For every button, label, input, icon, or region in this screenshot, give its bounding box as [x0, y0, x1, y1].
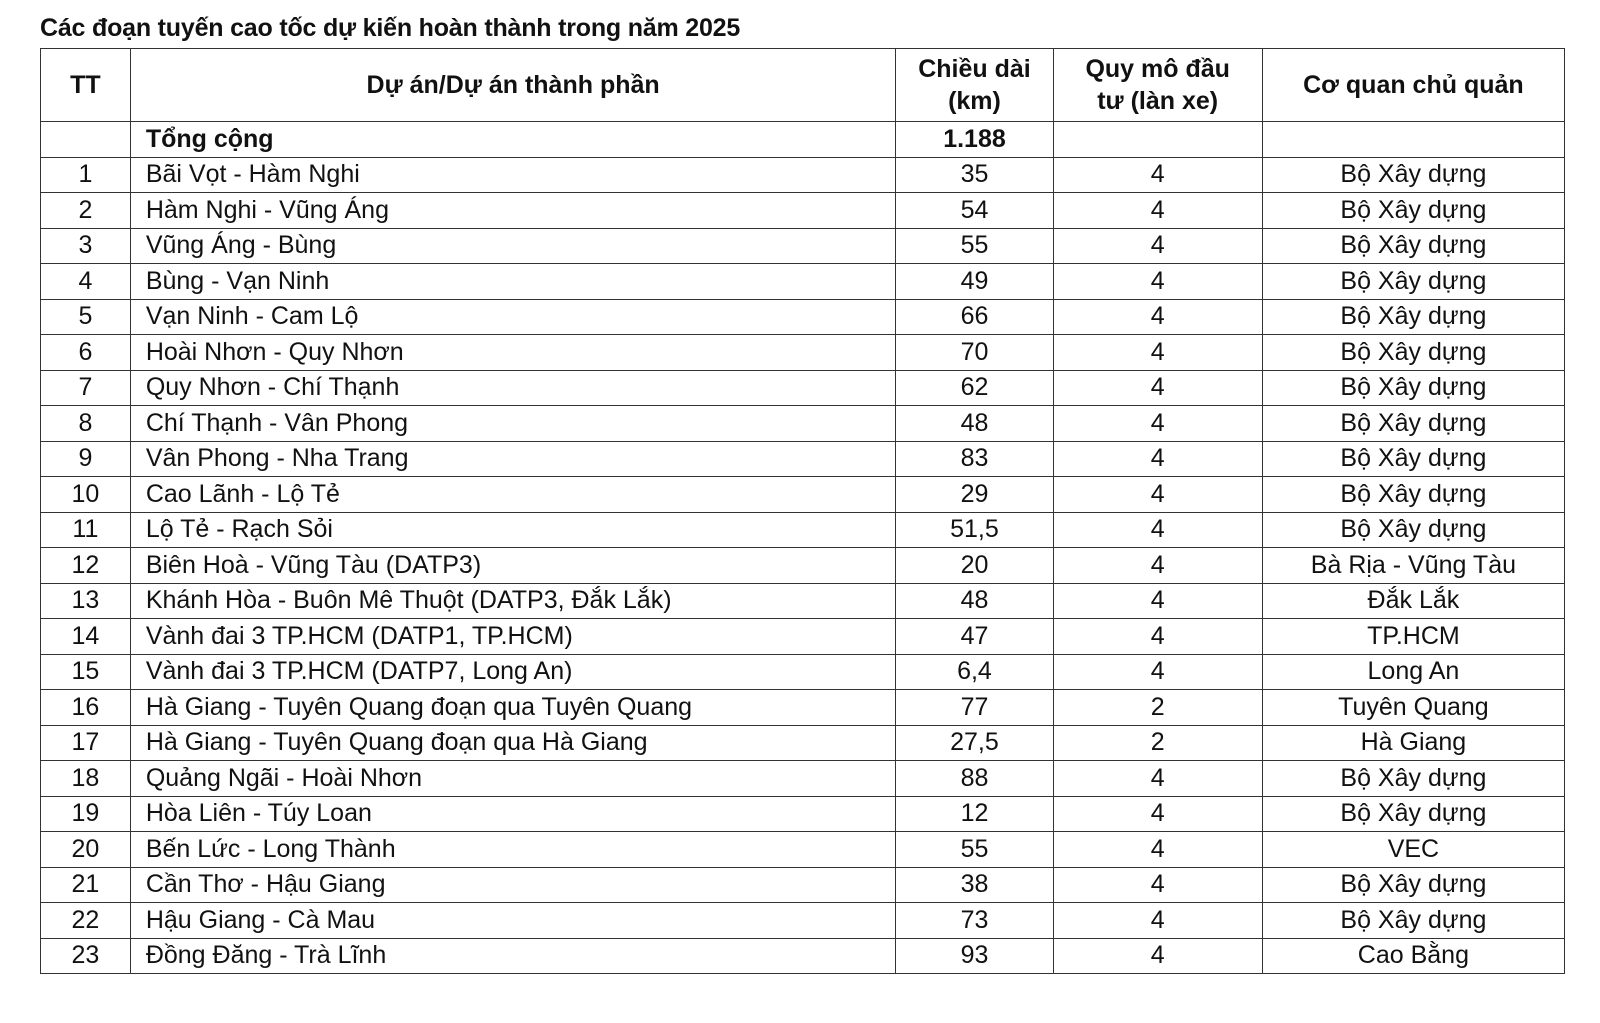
row-tt: 2: [41, 193, 131, 229]
table-row: [41, 335, 1565, 371]
row-length: 62: [896, 370, 1053, 406]
row-project: Hậu Giang - Cà Mau: [130, 903, 896, 939]
row-tt: 10: [41, 477, 131, 513]
row-tt: 12: [41, 548, 131, 584]
row-owner: Bộ Xây dựng: [1262, 157, 1564, 193]
table-row: [41, 370, 1565, 406]
row-tt: 1: [41, 157, 131, 193]
row-length: 93: [896, 938, 1053, 974]
row-lanes: 4: [1053, 406, 1262, 442]
row-length: 35: [896, 157, 1053, 193]
row-owner: Bộ Xây dựng: [1262, 796, 1564, 832]
row-owner: Bộ Xây dựng: [1262, 477, 1564, 513]
row-project: Bùng - Vạn Ninh: [130, 264, 896, 300]
row-tt: 9: [41, 441, 131, 477]
row-tt: 6: [41, 335, 131, 371]
row-project: Quảng Ngãi - Hoài Nhơn: [130, 761, 896, 797]
row-tt: 14: [41, 619, 131, 655]
row-project: Chí Thạnh - Vân Phong: [130, 406, 896, 442]
row-lanes: 4: [1053, 938, 1262, 974]
row-tt: 21: [41, 867, 131, 903]
row-tt: 8: [41, 406, 131, 442]
table-row: [41, 725, 1565, 761]
row-project: Cao Lãnh - Lộ Tẻ: [130, 477, 896, 513]
total-tt-cell: [41, 122, 131, 158]
row-lanes: 4: [1053, 370, 1262, 406]
row-lanes: 4: [1053, 619, 1262, 655]
row-project: Vạn Ninh - Cam Lộ: [130, 299, 896, 335]
row-owner: Đắk Lắk: [1262, 583, 1564, 619]
row-project: Hà Giang - Tuyên Quang đoạn qua Tuyên Quang: [130, 690, 896, 726]
row-owner: Bộ Xây dựng: [1262, 299, 1564, 335]
table-row: [41, 796, 1565, 832]
row-owner: Tuyên Quang: [1262, 690, 1564, 726]
row-lanes: 4: [1053, 477, 1262, 513]
row-owner: Bộ Xây dựng: [1262, 441, 1564, 477]
table-row: [41, 193, 1565, 229]
total-length: 1.188: [896, 122, 1053, 158]
row-tt: 22: [41, 903, 131, 939]
total-owner-cell: [1262, 122, 1564, 158]
table-row: [41, 157, 1565, 193]
row-tt: 15: [41, 654, 131, 690]
row-lanes: 4: [1053, 193, 1262, 229]
row-lanes: 4: [1053, 548, 1262, 584]
header-length-line1: Chiều dài: [918, 54, 1031, 83]
row-owner: VEC: [1262, 832, 1564, 868]
header-length: [896, 49, 1053, 122]
row-length: 27,5: [896, 725, 1053, 761]
row-tt: 5: [41, 299, 131, 335]
table-row: [41, 903, 1565, 939]
table-row: [41, 583, 1565, 619]
row-project: Bãi Vọt - Hàm Nghi: [130, 157, 896, 193]
row-tt: 3: [41, 228, 131, 264]
row-length: 73: [896, 903, 1053, 939]
row-tt: 19: [41, 796, 131, 832]
row-lanes: 4: [1053, 583, 1262, 619]
row-lanes: 4: [1053, 654, 1262, 690]
row-tt: 11: [41, 512, 131, 548]
header-owner: Cơ quan chủ quản: [1262, 49, 1564, 122]
row-length: 88: [896, 761, 1053, 797]
row-owner: Bộ Xây dựng: [1262, 867, 1564, 903]
header-project: Dự án/Dự án thành phần: [130, 49, 896, 122]
row-project: Cần Thơ - Hậu Giang: [130, 867, 896, 903]
table-row: [41, 264, 1565, 300]
row-owner: Bộ Xây dựng: [1262, 903, 1564, 939]
expressway-table: [40, 48, 1565, 974]
row-project: Vũng Áng - Bùng: [130, 228, 896, 264]
row-lanes: 2: [1053, 725, 1262, 761]
row-lanes: 4: [1053, 903, 1262, 939]
row-project: Hòa Liên - Túy Loan: [130, 796, 896, 832]
row-lanes: 4: [1053, 512, 1262, 548]
row-lanes: 4: [1053, 228, 1262, 264]
row-project: Vành đai 3 TP.HCM (DATP1, TP.HCM): [130, 619, 896, 655]
table-row: [41, 512, 1565, 548]
row-project: Bến Lức - Long Thành: [130, 832, 896, 868]
row-owner: Bộ Xây dựng: [1262, 370, 1564, 406]
table-row: [41, 832, 1565, 868]
row-owner: Bộ Xây dựng: [1262, 228, 1564, 264]
table-row: [41, 867, 1565, 903]
table-row: [41, 441, 1565, 477]
row-lanes: 4: [1053, 832, 1262, 868]
row-length: 51,5: [896, 512, 1053, 548]
row-lanes: 2: [1053, 690, 1262, 726]
row-project: Hàm Nghi - Vũng Áng: [130, 193, 896, 229]
row-length: 54: [896, 193, 1053, 229]
row-length: 55: [896, 228, 1053, 264]
table-row: [41, 690, 1565, 726]
row-lanes: 4: [1053, 335, 1262, 371]
row-project: Lộ Tẻ - Rạch Sỏi: [130, 512, 896, 548]
row-tt: 16: [41, 690, 131, 726]
total-label: Tổng cộng: [130, 122, 896, 158]
row-lanes: 4: [1053, 299, 1262, 335]
table-row: [41, 299, 1565, 335]
row-owner: Bộ Xây dựng: [1262, 335, 1564, 371]
row-length: 83: [896, 441, 1053, 477]
header-lanes: [1053, 49, 1262, 122]
row-length: 70: [896, 335, 1053, 371]
header-length-line2: (km): [948, 87, 1001, 115]
page-title: Các đoạn tuyến cao tốc dự kiến hoàn thành trong năm 2025: [40, 14, 741, 42]
row-length: 55: [896, 832, 1053, 868]
row-length: 66: [896, 299, 1053, 335]
row-tt: 7: [41, 370, 131, 406]
row-tt: 13: [41, 583, 131, 619]
row-tt: 20: [41, 832, 131, 868]
row-project: Hoài Nhơn - Quy Nhơn: [130, 335, 896, 371]
table-row: [41, 548, 1565, 584]
row-length: 49: [896, 264, 1053, 300]
row-lanes: 4: [1053, 761, 1262, 797]
row-project: Biên Hoà - Vũng Tàu (DATP3): [130, 548, 896, 584]
row-owner: Hà Giang: [1262, 725, 1564, 761]
row-length: 12: [896, 796, 1053, 832]
row-lanes: 4: [1053, 441, 1262, 477]
row-project: Vân Phong - Nha Trang: [130, 441, 896, 477]
row-project: Vành đai 3 TP.HCM (DATP7, Long An): [130, 654, 896, 690]
row-length: 29: [896, 477, 1053, 513]
table-body: [41, 122, 1565, 974]
row-lanes: 4: [1053, 867, 1262, 903]
row-length: 48: [896, 406, 1053, 442]
row-project: Đồng Đăng - Trà Lĩnh: [130, 938, 896, 974]
total-lanes-cell: [1053, 122, 1262, 158]
header-tt: TT: [41, 49, 131, 122]
row-length: 38: [896, 867, 1053, 903]
row-owner: Bà Rịa - Vũng Tàu: [1262, 548, 1564, 584]
table-row: [41, 761, 1565, 797]
table-row: [41, 619, 1565, 655]
row-length: 47: [896, 619, 1053, 655]
total-row: [41, 122, 1565, 158]
row-owner: Bộ Xây dựng: [1262, 406, 1564, 442]
row-tt: 17: [41, 725, 131, 761]
table-row: [41, 654, 1565, 690]
row-owner: Cao Bằng: [1262, 938, 1564, 974]
row-lanes: 4: [1053, 796, 1262, 832]
table-header-row: [41, 49, 1565, 122]
row-project: Quy Nhơn - Chí Thạnh: [130, 370, 896, 406]
header-lanes-line1: Quy mô đầu: [1085, 54, 1230, 83]
table-row: [41, 406, 1565, 442]
row-owner: Bộ Xây dựng: [1262, 512, 1564, 548]
row-owner: TP.HCM: [1262, 619, 1564, 655]
row-length: 6,4: [896, 654, 1053, 690]
row-lanes: 4: [1053, 157, 1262, 193]
header-lanes-line2: tư (làn xe): [1097, 87, 1219, 115]
row-lanes: 4: [1053, 264, 1262, 300]
row-owner: Bộ Xây dựng: [1262, 761, 1564, 797]
table-row: [41, 228, 1565, 264]
row-length: 20: [896, 548, 1053, 584]
row-length: 77: [896, 690, 1053, 726]
row-owner: Bộ Xây dựng: [1262, 264, 1564, 300]
row-tt: 23: [41, 938, 131, 974]
table-row: [41, 938, 1565, 974]
row-tt: 4: [41, 264, 131, 300]
row-project: Khánh Hòa - Buôn Mê Thuột (DATP3, Đắk Lắk): [130, 583, 896, 619]
row-owner: Long An: [1262, 654, 1564, 690]
row-owner: Bộ Xây dựng: [1262, 193, 1564, 229]
row-length: 48: [896, 583, 1053, 619]
row-project: Hà Giang - Tuyên Quang đoạn qua Hà Giang: [130, 725, 896, 761]
table-row: [41, 477, 1565, 513]
row-tt: 18: [41, 761, 131, 797]
